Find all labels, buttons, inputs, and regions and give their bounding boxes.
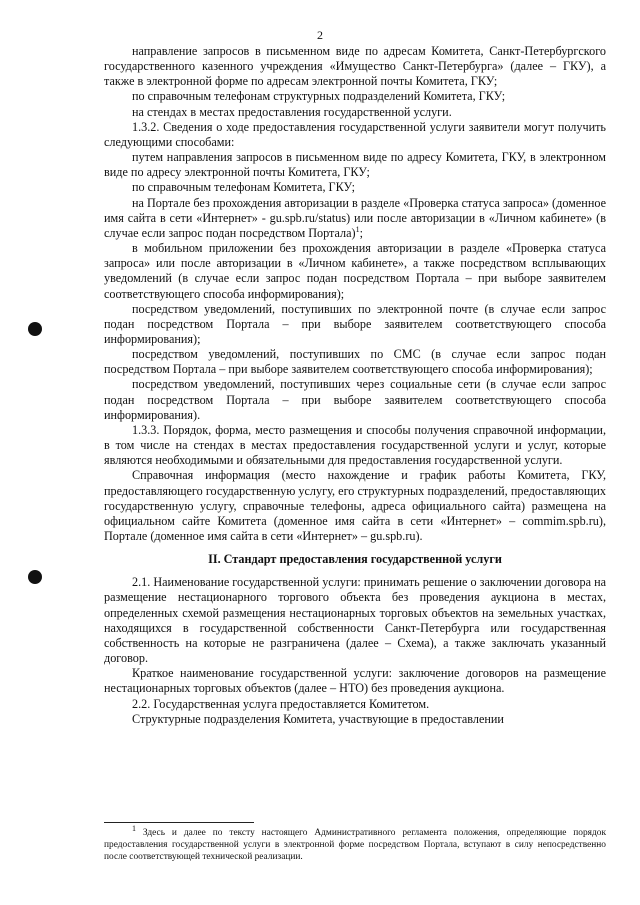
paragraph: 2.2. Государственная услуга предоставляется Комитетом. (132, 696, 430, 711)
paragraph: направление запросов в письменном виде по адресам Комитета, Санкт-Петербургского государственного казенного учреждения «Имущество Санкт-Петербурга» (далее – ГКУ), а также в электронной форме по адресам электронной почты Комитета, ГКУ; (104, 44, 606, 89)
punch-hole-bottom (28, 570, 42, 584)
footnote-reference: 1 (355, 224, 360, 234)
paragraph: посредством уведомлений, поступивших через социальные сети (в случае если запрос подан посредством Портала – при выборе заявителем соответствующего способа информирования). (104, 377, 606, 422)
paragraph: 2.1. Наименование государственной услуги: принимать решение о заключении договора на размещение нестационарного торгового объекта без проведения аукциона в местах, определенных схемой размещения нестационарных торговых объектов на земельных участках, находящихся в государственной собственности Санкт-Петербурга или государственная собственность на которые не разграничена (далее – Схема), а также заключать указанный договор. (104, 575, 606, 666)
punch-hole-top (28, 322, 42, 336)
paragraph: по справочным телефонам Комитета, ГКУ; (132, 180, 356, 195)
paragraph: посредством уведомлений, поступивших по СМС (в случае если запрос подан посредством Портала – при выборе заявителем соответствующего способа информирования); (104, 347, 606, 377)
paragraph-tail: ; (359, 225, 363, 240)
paragraph-with-footnote (104, 196, 606, 241)
footnote (104, 823, 606, 864)
paragraph: по справочным телефонам структурных подразделений Комитета, ГКУ; (132, 89, 506, 104)
paragraph-text: на Портале без прохождения авторизации в разделе «Проверка статуса запроса» (доменное имя сайта в сети «Интернет» - gu.spb.ru/status) или после авторизации в «Личном кабинете» (в случае если запрос подан посредством Портала) (104, 195, 606, 240)
paragraph: Структурные подразделения Комитета, участвующие в предоставлении (132, 711, 504, 726)
paragraph: в мобильном приложении без прохождения авторизации в разделе «Проверка статуса запроса» или после авторизации в «Личном кабинете», а также посредством всплывающих уведомлений (в случае если запрос подан посредством Портала – при выборе заявителем соответствующего способа информирования); (104, 241, 606, 301)
paragraph: посредством уведомлений, поступивших по электронной почте (в случае если запрос подан посредством Портала – при выборе заявителем соответствующего способа информирования); (104, 301, 606, 346)
footnote-text: Здесь и далее по тексту настоящего Административного регламента положения, определяющие порядок предоставления государственной услуги в электронной форме посредством Портала, вступают в силу непосредственно после соответствующей технической реализации. (104, 828, 606, 863)
footnote-marker: 1 (132, 823, 136, 833)
paragraph: на стендах в местах предоставления государственной услуги. (132, 104, 452, 119)
section-title: II. Стандарт предоставления государственной услуги (208, 552, 502, 567)
paragraph: путем направления запросов в письменном виде по адресу Комитета, ГКУ, в электронном виде по адресу электронной почты Комитета, ГКУ; (104, 150, 606, 180)
paragraph: 1.3.3. Порядок, форма, место размещения и способы получения справочной информации, в том числе на стендах в местах предоставления государственной услуги и услуг, которые являются необходимыми и обязательными для предоставления государственной услуги. (104, 422, 606, 468)
footnote-divider (104, 822, 254, 823)
paragraph: Справочная информация (место нахождение и график работы Комитета, ГКУ, предоставляющего государственную услугу, его структурных подразделений, предоставляющих государственную услугу, справочные телефоны, адреса официального сайта) размещена на официальном сайте Комитета (доменное имя сайта в сети «Интернет» – commim.spb.ru), Портале (доменное имя сайта в сети «Интернет» – gu.spb.ru). (104, 468, 606, 543)
paragraph: Краткое наименование государственной услуги: заключение договоров на размещение нестационарных торговых объектов (далее – НТО) без проведения аукциона. (104, 666, 606, 696)
page-number: 2 (317, 28, 323, 42)
paragraph: 1.3.2. Сведения о ходе предоставления государственной услуги заявители могут получить следующими способами: (104, 119, 606, 149)
document-body (104, 44, 606, 727)
